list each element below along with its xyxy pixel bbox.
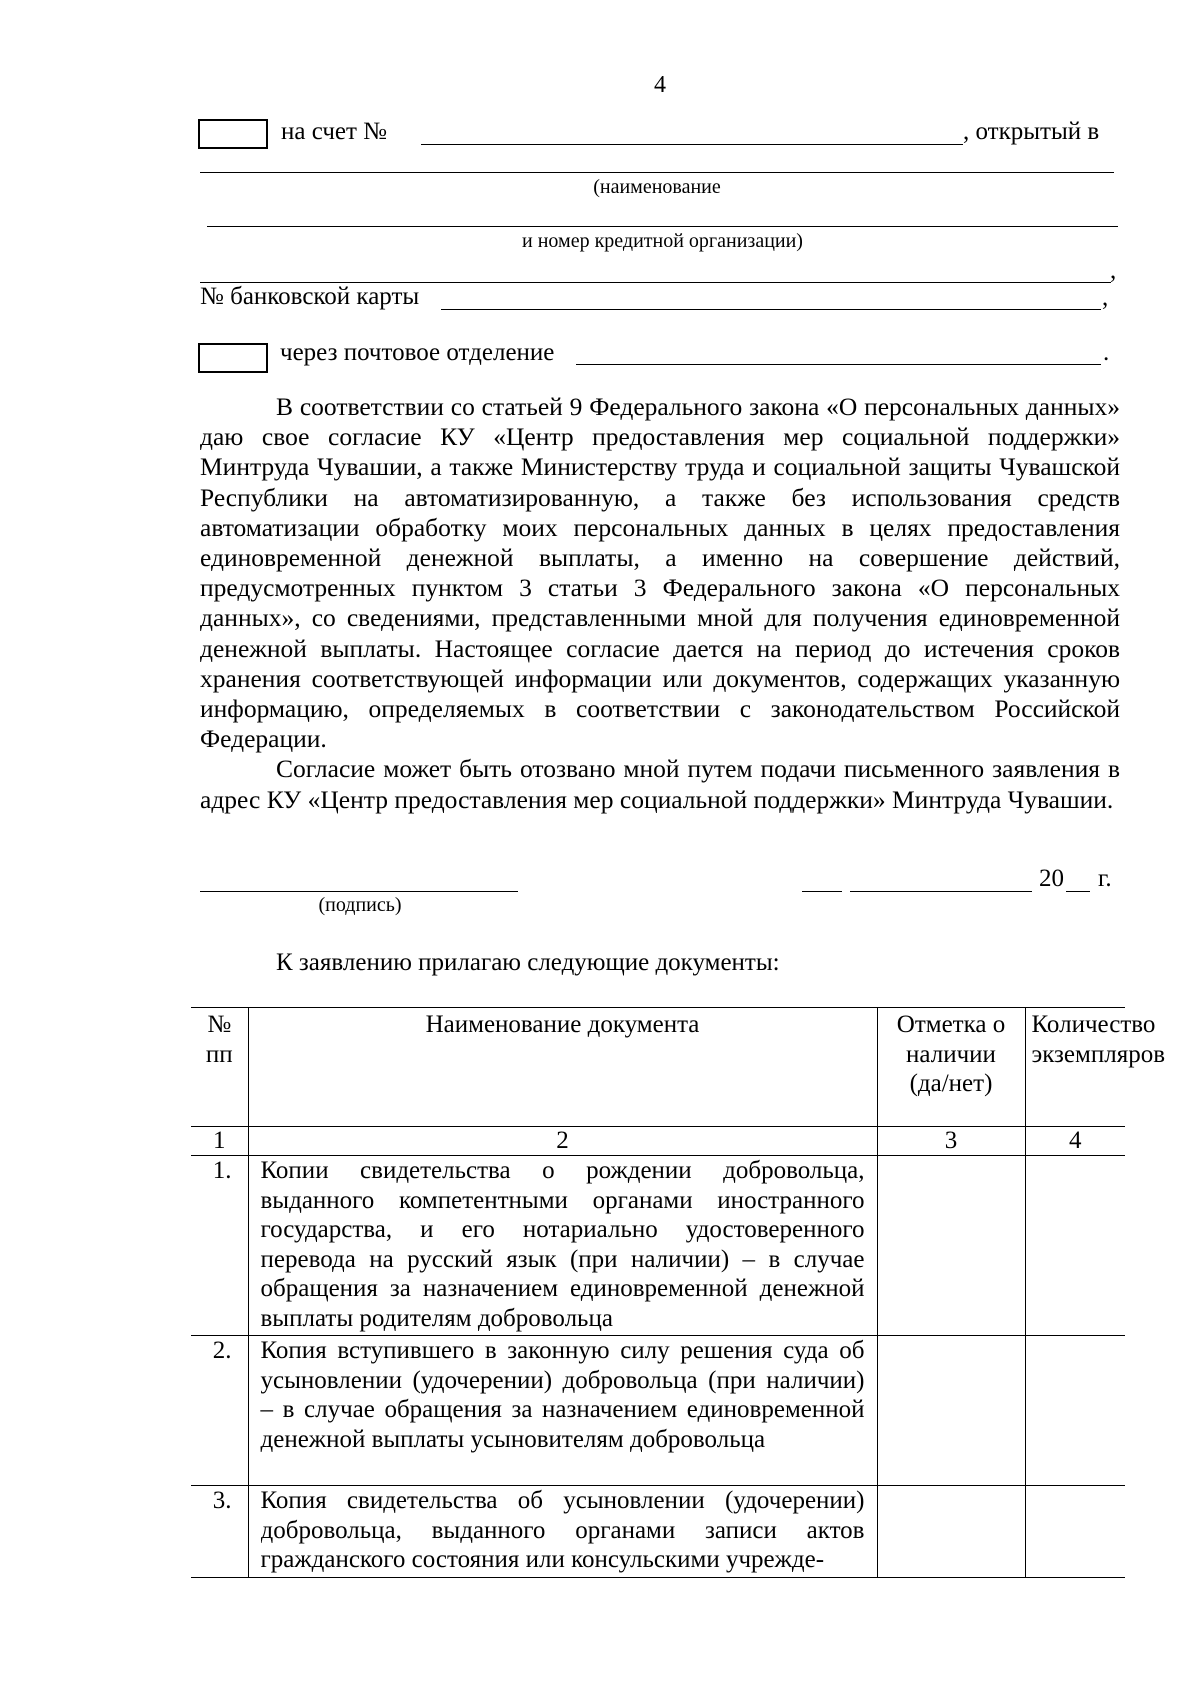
table-row <box>191 1486 1125 1578</box>
row-number: 2. <box>191 1336 248 1486</box>
copies-count-cell[interactable] <box>1025 1156 1125 1336</box>
attachments-intro: К заявлению прилагаю следующие документы: <box>276 949 780 976</box>
header-copies-count: Количество экземпляров <box>1025 1008 1125 1127</box>
consent-paragraph-2: Согласие может быть отозвано мной путем подачи письменного заявления в адрес КУ «Центр предоставления мер социальной поддержки» Минтруда Чувашии. <box>200 754 1120 814</box>
table-header-row <box>191 1008 1125 1127</box>
signature-field[interactable] <box>200 891 518 892</box>
column-number: 4 <box>1025 1127 1125 1156</box>
bank-name-caption: (наименование <box>593 176 721 198</box>
signature-caption: (подпись) <box>318 894 402 916</box>
date-month-field[interactable] <box>850 891 1032 892</box>
table-column-numbers-row <box>191 1127 1125 1156</box>
row-number: 3. <box>191 1486 248 1578</box>
availability-mark-cell[interactable] <box>877 1336 1025 1486</box>
document-name-text: Копия свидетельства об усыновлении (удочерении) добровольца, выданного органами записи актов гражданского состояния или консульскими учрежде- <box>260 1487 865 1574</box>
document-name <box>248 1486 877 1578</box>
header-document-name: Наименование документа <box>248 1008 877 1127</box>
bank-name-field[interactable] <box>200 172 1114 173</box>
copies-count-cell[interactable] <box>1025 1486 1125 1578</box>
document-name: Копия вступившего в законную силу решения суда об усыновлении (удочерении) добровольца (при наличии) – в случае обращения за назначением единовременной денежной выплаты усыновителям добровольца <box>248 1336 877 1486</box>
availability-mark-cell[interactable] <box>877 1486 1025 1578</box>
bank-number-field[interactable] <box>207 226 1118 227</box>
post-office-field[interactable] <box>576 364 1101 365</box>
column-number: 2 <box>248 1127 877 1156</box>
consent-text <box>200 392 1120 815</box>
date-year-field[interactable] <box>1066 891 1090 892</box>
card-label: № банковской карты <box>200 283 420 310</box>
account-opened-in: , открытый в <box>963 118 1100 145</box>
row-number: 1. <box>191 1156 248 1336</box>
card-number-field[interactable] <box>441 309 1101 310</box>
date-year-prefix: 20 <box>1039 865 1064 892</box>
column-number: 3 <box>877 1127 1025 1156</box>
table-row <box>191 1156 1125 1336</box>
account-number-field[interactable] <box>421 144 963 145</box>
card-comma: , <box>1102 284 1109 311</box>
account-checkbox[interactable] <box>198 119 268 149</box>
header-number: № пп <box>191 1008 248 1127</box>
document-name: Копии свидетельства о рождении добровольца, выданного компетентными органами иностранного государства, и его нотариально удостоверенного перевода на русский язык (при наличии) – в случае обращения за назначением единовременной денежной выплаты родителям добровольца <box>248 1156 877 1336</box>
post-office-period: . <box>1103 339 1110 366</box>
documents-table <box>191 1007 1165 1578</box>
consent-paragraph-1: В соответствии со статьей 9 Федерального закона «О персональных данных» даю свое согласие КУ «Центр предоставления мер социальной поддержки» Минтруда Чувашии, а также Министерству труда и социальной защиты Чувашской Республики на автоматизированную, а также без использования средств автоматизации обработку моих персональных данных в целях предоставления единовременной денежной выплаты, а именно на совершение действий, предусмотренных пунктом 3 статьи 3 Федерального закона «О персональных данных», со сведениями, представленными мной для получения единовременной денежной выплаты. Настоящее согласие дается на период до истечения сроков хранения соответствующей информации или документов, содержащих указанную информацию, определяемых в соответствии с законодательством Российской Федерации. <box>200 392 1120 754</box>
post-office-label: через почтовое отделение <box>280 339 555 366</box>
account-label: на счет № <box>281 118 388 145</box>
date-day-field[interactable] <box>802 891 842 892</box>
bank-trailing-comma: , <box>1110 257 1117 284</box>
post-office-checkbox[interactable] <box>198 343 268 373</box>
page-number: 4 <box>654 72 666 98</box>
availability-mark-cell[interactable] <box>877 1156 1025 1336</box>
table-row <box>191 1336 1125 1486</box>
date-year-suffix: г. <box>1098 865 1112 892</box>
bank-number-caption: и номер кредитной организации) <box>522 230 803 252</box>
copies-count-cell[interactable] <box>1025 1336 1125 1486</box>
header-availability-mark: Отметка о наличии (да/нет) <box>877 1008 1025 1127</box>
column-number: 1 <box>191 1127 248 1156</box>
